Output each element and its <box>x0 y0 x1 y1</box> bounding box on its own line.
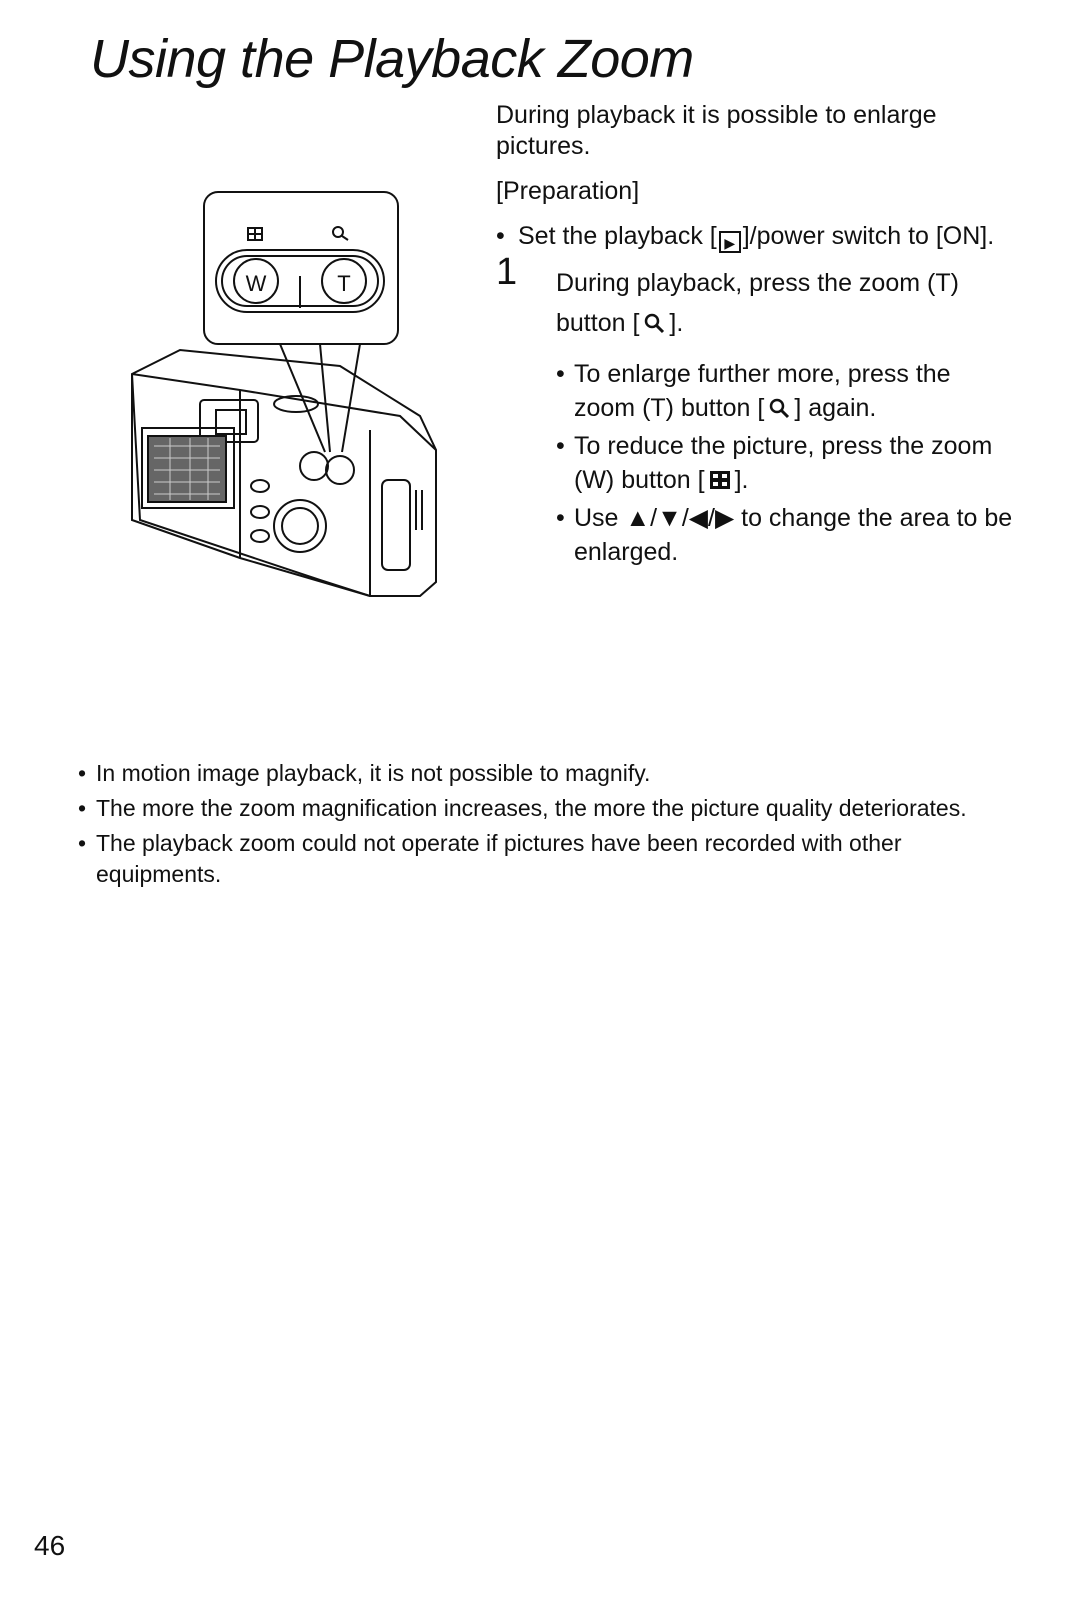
instructions-column <box>496 100 1016 573</box>
t-label: T <box>337 271 351 296</box>
zoom-in-icon <box>643 312 665 334</box>
step-bullets <box>556 357 1016 569</box>
list-item: • Use ▲/▼/◀/▶ to change the area to be enlarged. <box>556 501 1016 569</box>
camera-zoom-lever-diagram <box>120 190 460 620</box>
step-number: 1 <box>496 251 518 293</box>
note-item: • The playback zoom could not operate if pictures have been recorded with other equipments. <box>78 828 978 890</box>
note-item: • The more the zoom magnification increases, the more the picture quality deteriorates. <box>78 793 978 824</box>
page-title: Using the Playback Zoom <box>90 29 694 89</box>
list-item: • To enlarge further more, press the zoom (T) button [ ] again. <box>556 357 1016 425</box>
thumbnail-icon <box>709 469 731 491</box>
playback-icon: ▶ <box>719 231 741 253</box>
note-item: • In motion image playback, it is not possible to magnify. <box>78 758 978 789</box>
notes-list <box>78 758 978 894</box>
list-item: • To reduce the picture, press the zoom (W) button [ ]. <box>556 429 1016 497</box>
step-text: During playback, press the zoom (T) button [ ]. <box>556 269 959 337</box>
camera-illustration <box>120 190 460 620</box>
zoom-in-icon <box>768 397 790 419</box>
preparation-list <box>496 221 1016 253</box>
step-1 <box>496 251 1016 569</box>
preparation-label: [Preparation] <box>496 177 640 205</box>
page-number: 46 <box>34 1530 66 1561</box>
preparation-item: • Set the playback [ ▶ ]/power switch to [ON]. <box>496 221 1016 253</box>
intro-text: During playback it is possible to enlarge pictures. <box>496 101 937 160</box>
w-label: W <box>245 271 267 296</box>
